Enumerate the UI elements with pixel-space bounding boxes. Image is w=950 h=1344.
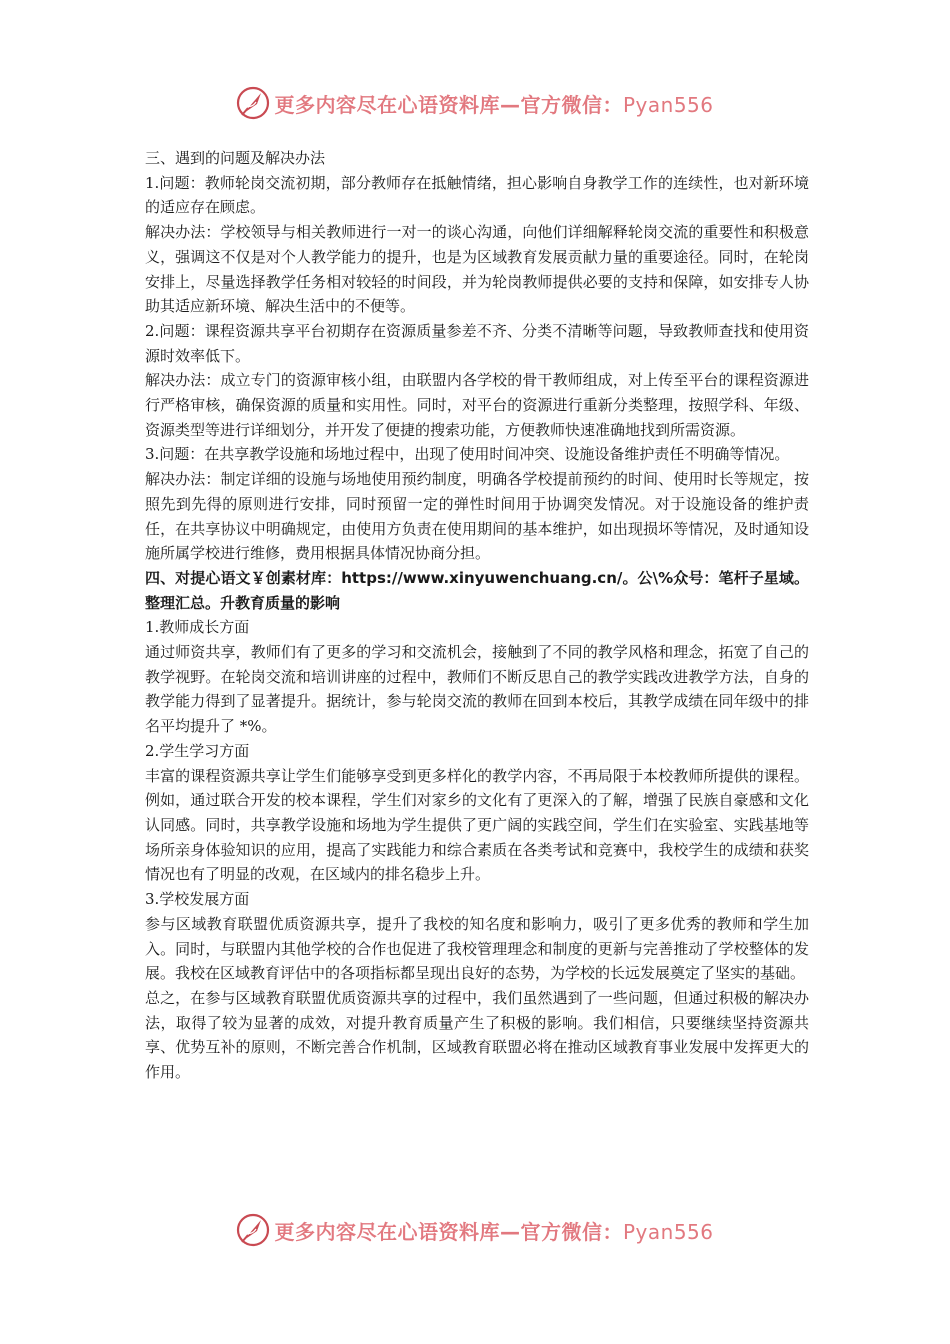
- paragraph-conclusion: 总之，在参与区域教育联盟优质资源共享的过程中，我们虽然遇到了一些问题，但通过积极的解决办法，取得了较为显著的成效，对提升教育质量产生了积极的影响。我们相信，只要继续坚持资源共享、优势互补的原则，不断完善合作机制，区域教育联盟必将在推动区域教育事业发展中发挥更大的作用。: [145, 988, 809, 1082]
- footer-watermark-banner: [0, 1210, 950, 1250]
- banner-text: 更多内容尽在心语资料库—官方微信：Pyan556: [274, 1219, 714, 1244]
- banner-text: 更多内容尽在心语资料库—官方微信：Pyan556: [274, 92, 714, 117]
- subheading-teacher-growth: 1.教师成长方面: [145, 618, 250, 637]
- problem-2: 2.问题：课程资源共享平台初期存在资源质量参差不齐、分类不清晰等问题，导致教师查找和使用资源时效率低下。: [145, 321, 809, 365]
- paragraph-student-learning: 丰富的课程资源共享让学生们能够享受到更多样化的教学内容，不再局限于本校教师所提供的课程。例如，通过联合开发的校本课程，学生们对家乡的文化有了更深入的了解，增强了民族自豪感和文化认同感。同时，共享教学设施和场地为学生提供了更广阔的实践空间，学生们在实验室、实践基地等场所亲身体验知识的应用，提高了实践能力和综合素质在各类考试和竞赛中，我校学生的成绩和获奖情况也有了明显的改观，在区域内的排名稳步上升。: [145, 766, 809, 884]
- document-body: [145, 146, 809, 1085]
- paragraph-school-development: 参与区域教育联盟优质资源共享，提升了我校的知名度和影响力，吸引了更多优秀的教师和学生加入。同时，与联盟内其他学校的合作也促进了我校管理理念和制度的更新与完善推动了学校整体的发展。我校在区域教育评估中的各项指标都呈现出良好的态势，为学校的长远发展奠定了坚实的基础。: [145, 914, 809, 983]
- solution-3: 解决办法：制定详细的设施与场地使用预约制度，明确各学校提前预约的时间、使用时长等规定，按照先到先得的原则进行安排，同时预留一定的弹性时间用于协调突发情况。对于设施设备的维护责任，在共享协议中明确规定，由使用方负责在使用期间的基本维护，如出现损坏等情况，及时通知设施所属学校进行维修，费用根据具体情况协商分担。: [145, 470, 809, 563]
- problem-3: 3.问题：在共享教学设施和场地过程中，出现了使用时间冲突、设施设备维护责任不明确等情况。: [145, 445, 790, 464]
- header-watermark-banner: [0, 83, 950, 123]
- quill-logo-icon: [236, 86, 270, 120]
- section-heading-4: 四、对提心语文￥创素材库：https://www.xinyuwenchuang.cn/。公\%众号：笔杆子星域。整理汇总。升教育质量的影响: [145, 568, 809, 612]
- subheading-school-development: 3.学校发展方面: [145, 890, 250, 909]
- wechat-id: Pyan556: [622, 1219, 714, 1244]
- solution-2: 解决办法：成立专门的资源审核小组，由联盟内各学校的骨干教师组成，对上传至平台的课程资源进行严格审核，确保资源的质量和实用性。同时，对平台的资源进行重新分类整理，按照学科、年级、资源类型等进行详细划分，并开发了便捷的搜索功能，方便教师快速准确地找到所需资源。: [145, 371, 809, 439]
- problem-1: 1.问题：教师轮岗交流初期，部分教师存在抵触情绪，担心影响自身教学工作的连续性，也对新环境的适应存在顾虑。: [145, 173, 809, 217]
- wechat-id: Pyan556: [622, 92, 714, 117]
- quill-logo-icon: [236, 1213, 270, 1247]
- solution-1: 解决办法：学校领导与相关教师进行一对一的谈心沟通，向他们详细解释轮岗交流的重要性和积极意义，强调这不仅是对个人教学能力的提升，也是为区域教育发展贡献力量的重要途径。同时，在轮岗安排上，尽量选择教学任务相对较轻的时间段，并为轮岗教师提供必要的支持和保障，如安排专人协助其适应新环境、解决生活中的不便等。: [145, 223, 809, 316]
- paragraph-teacher-growth: 通过师资共享，教师们有了更多的学习和交流机会，接触到了不同的教学风格和理念，拓宽了自己的教学视野。在轮岗交流和培训讲座的过程中，教师们不断反思自己的教学实践改进教学方法，自身的教学能力得到了显著提升。据统计，参与轮岗交流的教师在回到本校后，其教学成绩在同年级中的排名平均提升了 *%。: [145, 643, 809, 736]
- subheading-student-learning: 2.学生学习方面: [145, 741, 250, 760]
- section-heading-3: 三、遇到的问题及解决办法: [145, 149, 326, 167]
